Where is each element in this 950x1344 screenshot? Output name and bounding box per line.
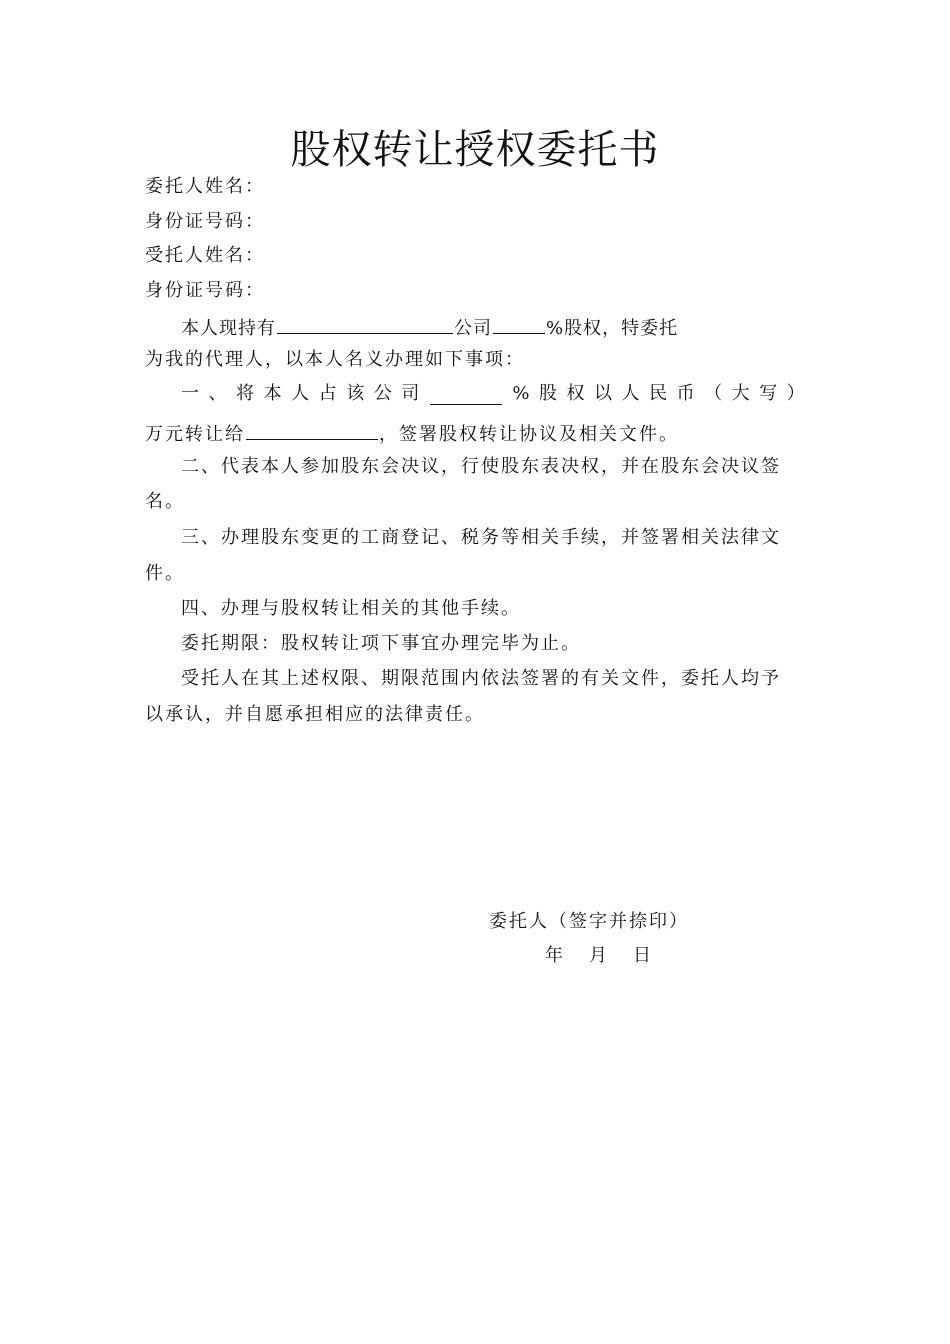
closing-line-1: 受托人在其上述权限、期限范围内依法签署的有关文件，委托人均予 [181, 668, 781, 689]
date-day: 日 [633, 945, 653, 966]
item1-text-a: 万元转让给 [145, 424, 245, 445]
item1-char: 本 [263, 383, 282, 404]
date-year: 年 [545, 945, 565, 966]
item1-char: 人 [291, 383, 310, 404]
item1-char: 一 [181, 383, 199, 404]
item3-line-2: 件。 [145, 563, 185, 584]
item2-line-2: 名。 [145, 491, 185, 512]
closing-line-2: 以承认，并自愿承担相应的法律责任。 [145, 704, 485, 725]
transfer-percent-blank [430, 386, 502, 405]
agent-id-field: 身份证号码： [145, 280, 265, 301]
transferee-blank [246, 421, 378, 440]
intro-text-c: %股权，特委托 [546, 318, 679, 339]
principal-id-field: 身份证号码： [145, 211, 265, 232]
company-blank [277, 315, 453, 334]
item1-char: 、 [208, 383, 227, 404]
signature-label: 委托人（签字并捺印） [489, 911, 689, 932]
item1-line-1 [181, 383, 805, 405]
item1-char: 将 [236, 383, 255, 404]
item1-char: 币 [676, 383, 695, 404]
principal-name-field: 委托人姓名： [145, 176, 265, 197]
item1-char: 人 [621, 383, 640, 404]
item2-line-1: 二、代表本人参加股东会决议，行使股东表决权，并在股东会决议签 [181, 456, 781, 477]
item1-text-b: ，签署股权转让协议及相关文件。 [379, 424, 679, 445]
item1-char: 司 [401, 383, 420, 404]
intro-text-a: 本人现持有 [181, 318, 276, 339]
intro-text-b: 公司 [454, 318, 492, 339]
item3-line-1: 三、办理股东变更的工商登记、税务等相关手续，并签署相关法律文 [181, 527, 781, 548]
item1-char: 权 [566, 383, 585, 404]
item1-char: 写 [759, 383, 778, 404]
document-title: 股权转让授权委托书 [290, 127, 660, 173]
item1-char: 股 [538, 383, 557, 404]
item1-char: 大 [731, 383, 750, 404]
item4-line: 四、办理与股权转让相关的其他手续。 [181, 598, 521, 619]
item1-char: 该 [346, 383, 365, 404]
item1-char: 民 [649, 383, 668, 404]
agent-name-field: 受托人姓名： [145, 245, 265, 266]
item1-char: 占 [318, 383, 337, 404]
date-month: 月 [589, 945, 609, 966]
intro-line-1 [181, 315, 678, 340]
item1-char: ） [786, 383, 805, 404]
share-percent-blank [493, 315, 545, 334]
item1-char: （ [704, 383, 723, 404]
item1-char: % [512, 383, 530, 404]
item1-char: 以 [594, 383, 613, 404]
item1-char: 公 [373, 383, 392, 404]
intro-line-2: 为我的代理人，以本人名义办理如下事项： [145, 349, 525, 370]
term-line: 委托期限：股权转让项下事宜办理完毕为止。 [181, 633, 581, 654]
item1-line-2 [145, 421, 679, 446]
